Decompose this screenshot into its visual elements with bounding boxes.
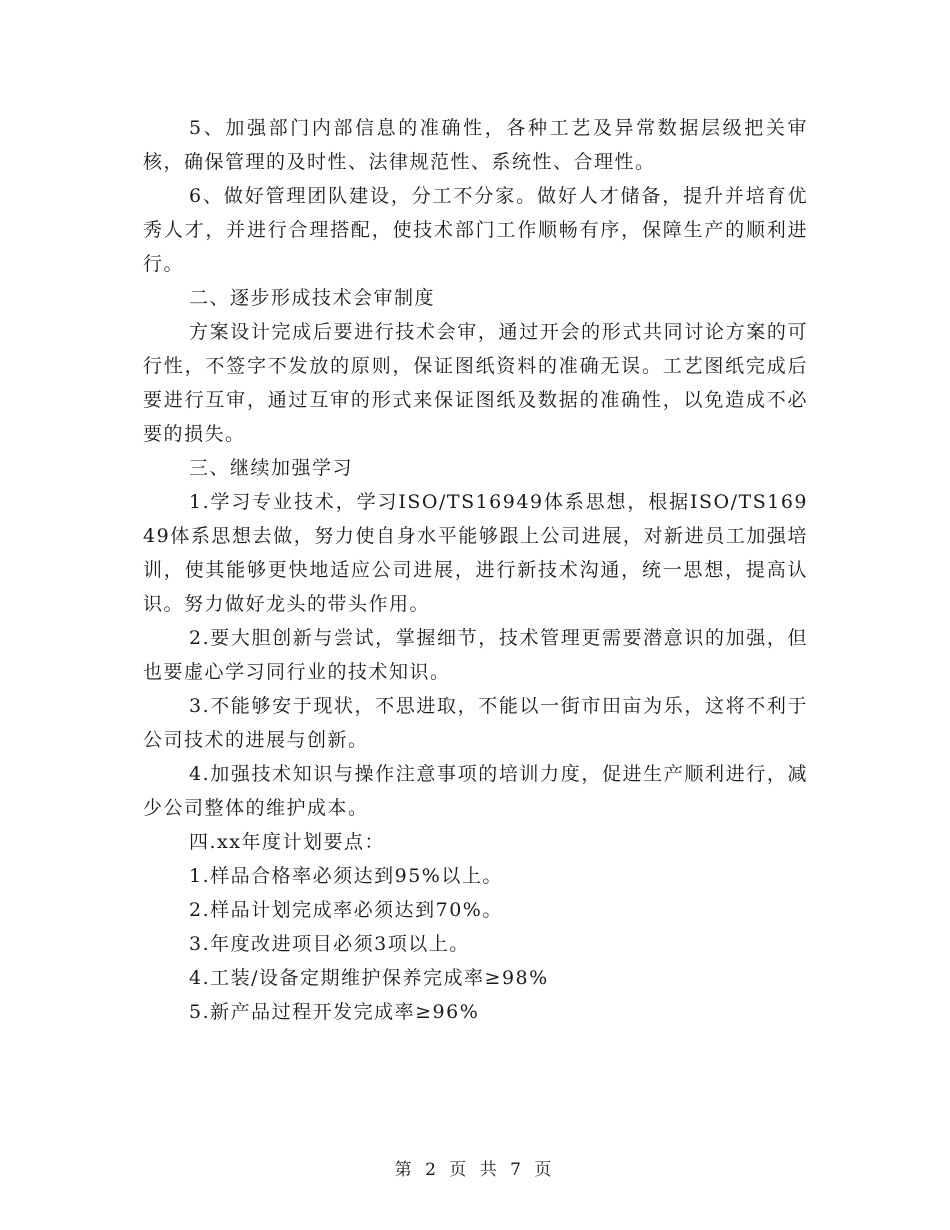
plan-item-3: 3.年度改进项目必须3项以上。 [189, 933, 470, 955]
paragraph-review-system: 方案设计完成后要进行技术会审，通过开会的形式共同讨论方案的可行性，不签字不发放的原则，保证图纸资料的准确无误。工艺图纸完成后要进行互审，通过互审的形式来保证图纸及数据的准确性，以免造成不必要的损失。 [143, 321, 808, 445]
paragraph-learning-3: 3.不能够安于现状，不思进取，不能以一街市田亩为乐，这将不利于公司技术的进展与创新。 [143, 695, 808, 751]
plan-item-1: 1.样品合格率必须达到95%以上。 [189, 865, 503, 887]
section-heading-4: 四.xx年度计划要点： [189, 831, 385, 853]
paragraph-learning-2: 2.要大胆创新与尝试，掌握细节，技术管理更需要潜意识的加强，但也要虚心学习同行业的技术知识。 [143, 627, 808, 683]
paragraph-item-6: 6、做好管理团队建设，分工不分家。做好人才储备，提升并培育优秀人才，并进行合理搭配，使技术部门工作顺畅有序，保障生产的顺利进行。 [143, 185, 808, 275]
paragraph-learning-1: 1.学习专业技术，学习ISO/TS16949体系思想，根据ISO/TS16949体系思想去做，努力使自身水平能够跟上公司进展，对新进员工加强培训，使其能够更快地适应公司进展，进行新技术沟通，统一思想，提高认识。努力做好龙头的带头作用。 [143, 491, 808, 615]
section-heading-3: 三、继续加强学习 [189, 457, 354, 479]
plan-item-5: 5.新产品过程开发完成率≥96% [189, 1001, 480, 1023]
document-body [143, 111, 808, 1029]
paragraph-item-5: 5、加强部门内部信息的准确性，各种工艺及异常数据层级把关审核，确保管理的及时性、法律规范性、系统性、合理性。 [143, 117, 808, 173]
plan-item-2: 2.样品计划完成率必须达到70%。 [189, 899, 503, 921]
paragraph-learning-4: 4.加强技术知识与操作注意事项的培训力度，促进生产顺利进行，减少公司整体的维护成本。 [143, 763, 808, 819]
page-number-footer: 第 2 页 共 7 页 [394, 1160, 556, 1180]
section-heading-2: 二、逐步形成技术会审制度 [189, 287, 436, 309]
plan-item-4: 4.工装/设备定期维护保养完成率≥98% [189, 967, 549, 989]
